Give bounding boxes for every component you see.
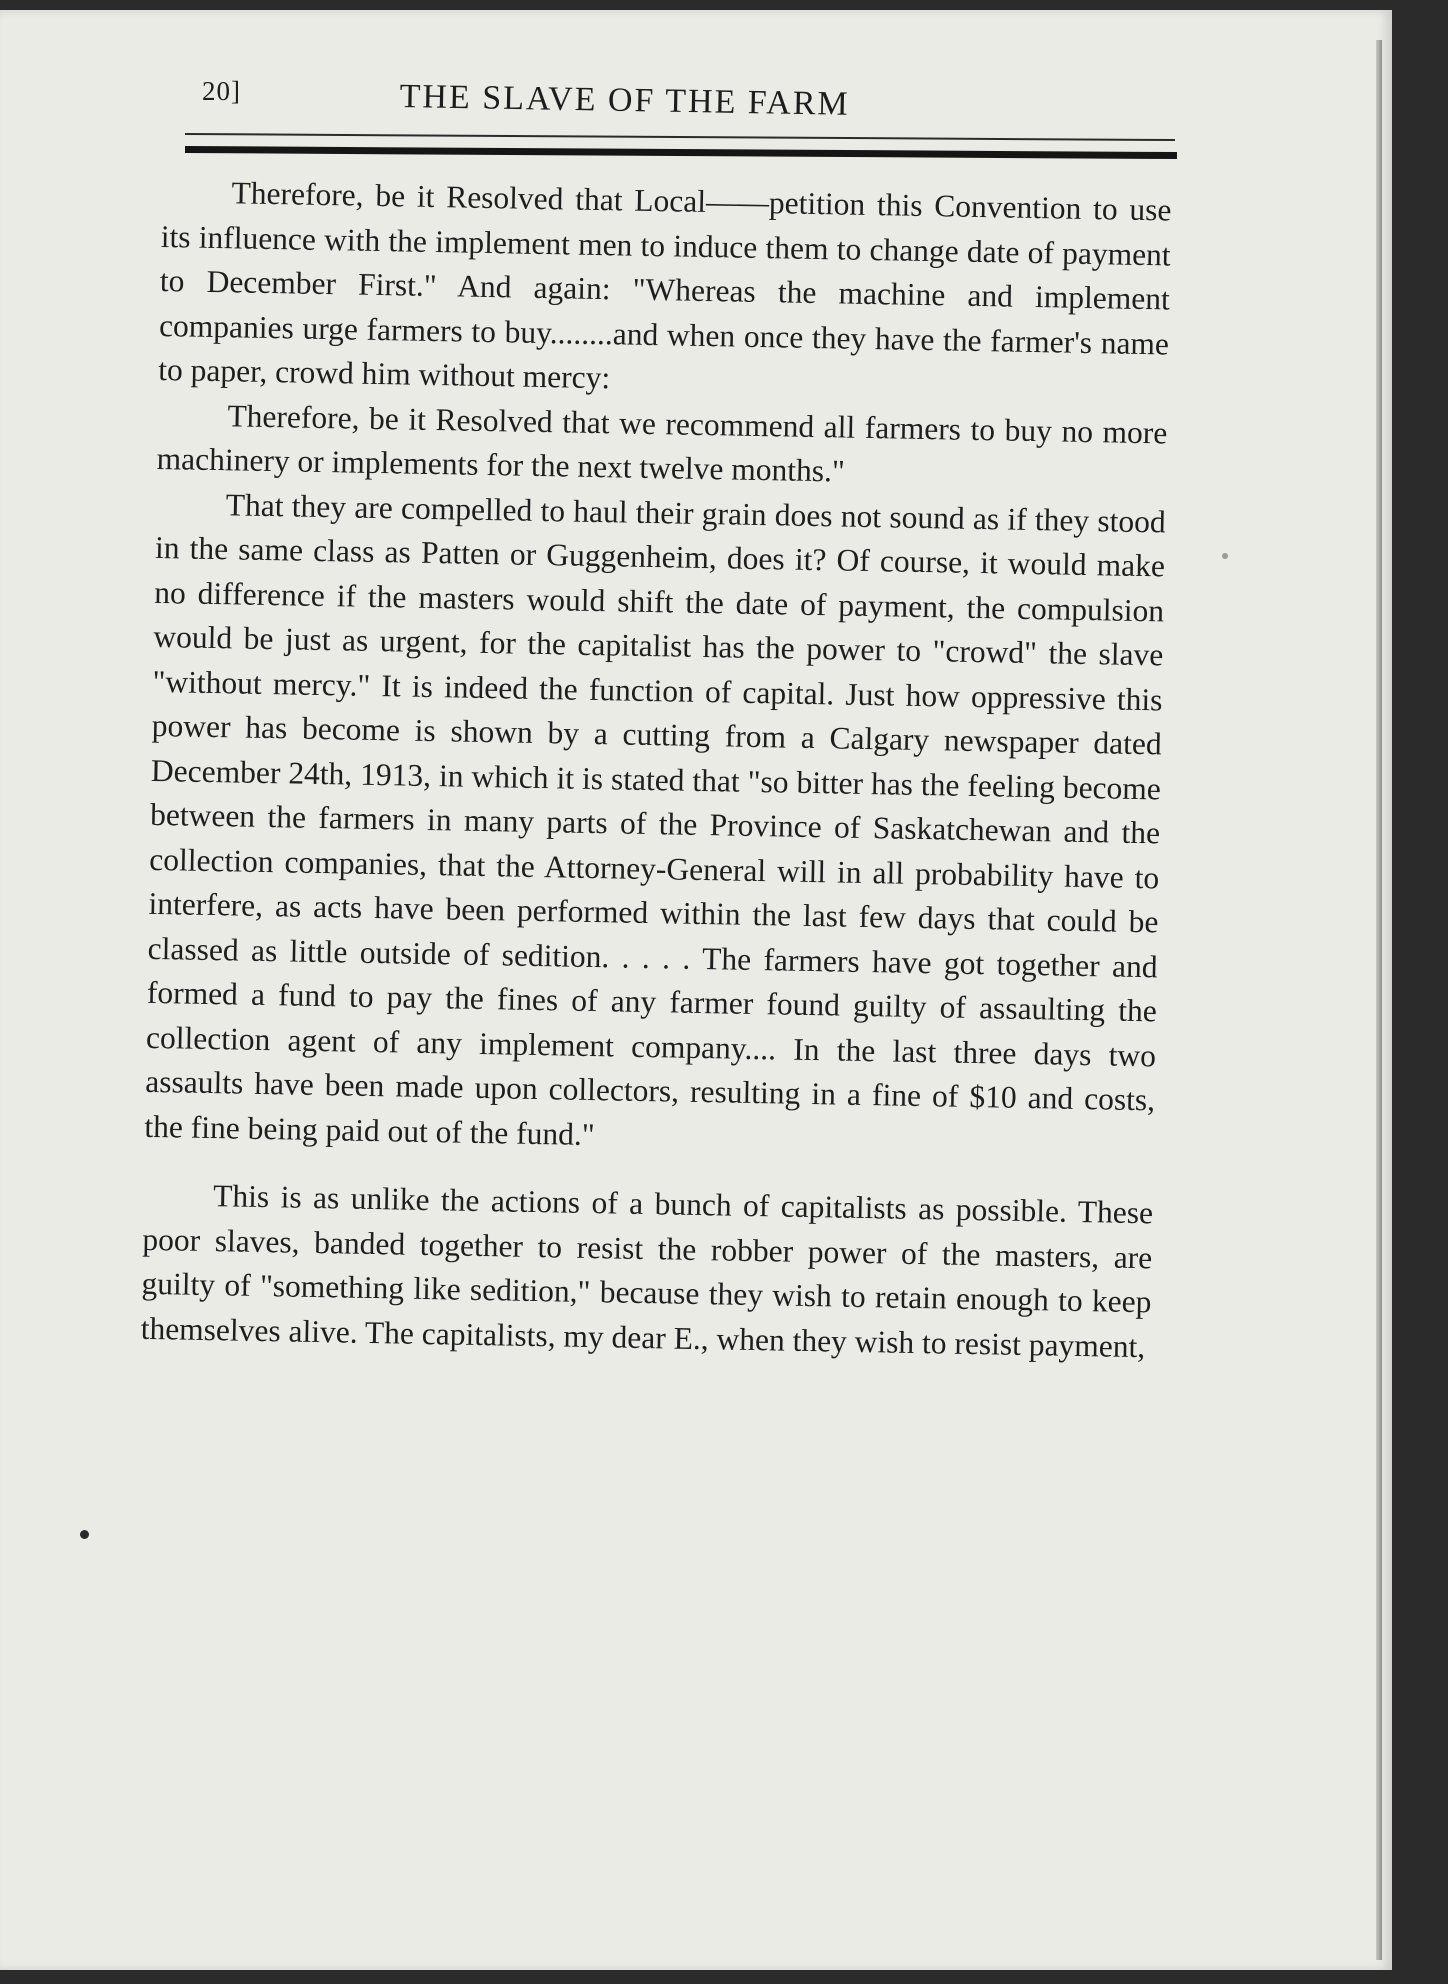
paragraph-resolution-buy-no-more: Therefore, be it Resolved that we recommend all farmers to buy no more machinery or implements for the next twelve months." [156,397,1168,489]
scan-speck [1222,553,1228,559]
page-number: 20] [202,76,241,106]
page-header [190,72,1180,132]
paragraph-unlike-capitalists: This is as unlike the actions of a bunch of capitalists as possible. These poor slaves, banded together to resist the robber power of the masters, are guilty of "something like sedition," because they wish to retain enough to keep themselves alive. The capitalists, my dear E., when they wish to resist payment, [140,1178,1154,1364]
paragraph-compelled-to-haul: That they are compelled to haul their grain does not sound as if they stood in the same class as Patten or Guggenheim, does it? Of course, it would make no difference if the masters would shift the date of payment, the compulsion would be just as urgent, for the capitalist has the power to "crowd" the slave "without mercy." It is indeed the function of capital. Just how oppressive this power has become is shown by a cutting from a Calgary newspaper dated December 24th, 1913, in which it is stated that "so bitter has the feeling become between the farmers in many parts of the Province of Saskatchewan and the collection companies, that the Attorney-General will in all probability have to interfere, as acts have been performed within the last few days that could be classed as little outside of sedition. . . . . The farmers have got together and formed a fund to pay the fines of any farmer found guilty of assaulting the collection agent of any implement company.... In the last three days two assaults have been made upon collectors, resulting in a fine of $10 and costs, the fine being paid out of the fund." [144,486,1167,1152]
body-text [140,170,1171,1369]
running-title: THE SLAVE OF THE FARM [399,78,850,123]
paragraph-resolution-implement-men: Therefore, be it Resolved that Local——petition this Convention to use its influence with the implement men to induce them to change date of payment to December First." And again: "Whereas the machine and implement companies urge farmers to buy........and when once they have the farmer's name to paper, crowd him without mercy: [158,175,1172,396]
page-edge-shadow [1376,40,1382,1960]
margin-mark [80,1530,89,1539]
